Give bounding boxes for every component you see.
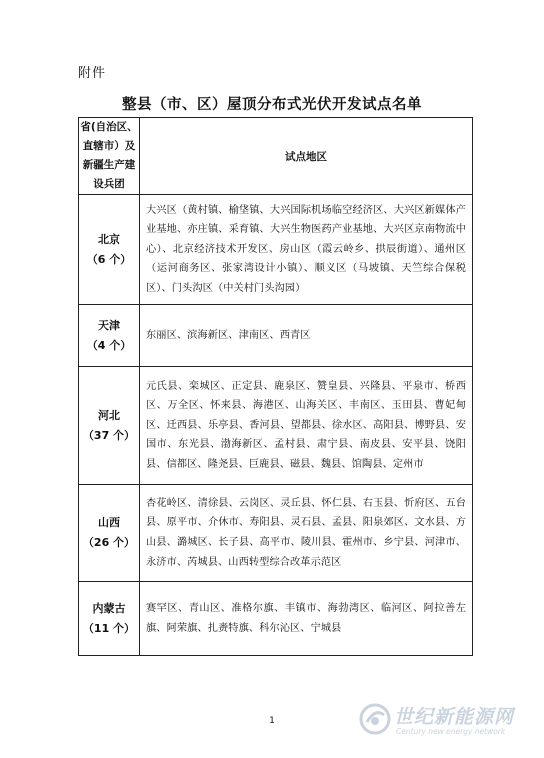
pilot-count: （4 个） <box>86 338 132 352</box>
pilot-list-table <box>78 117 473 656</box>
province-cell <box>79 367 140 485</box>
province-name: 河北 <box>98 408 120 422</box>
province-cell <box>79 305 140 367</box>
pilot-areas: 元氏县、栾城区、正定县、鹿泉区、赞皇县、兴隆县、平泉市、桥西区、万全区、怀来县、海港区、山海关区、丰南区、玉田县、曹妃甸区、迁西县、乐亭县、香河县、望都县、徐水区、高阳县、博野县、安国市、东光县、渤海新区、孟村县、肃宁县、南皮县、安平县、饶阳县、信都区、隆尧县、巨鹿县、磁县、魏县、馆陶县、定州市 <box>140 367 473 485</box>
province-cell <box>79 195 140 305</box>
watermark <box>354 700 534 750</box>
province-name: 北京 <box>98 232 120 246</box>
pilot-count: （37 个） <box>82 428 136 442</box>
pilot-count: （6 个） <box>86 252 132 266</box>
pilot-count: （26 个） <box>82 536 136 549</box>
pilot-areas: 赛罕区、青山区、准格尔旗、丰镇市、海勃湾区、临河区、阿拉善左旗、阿荣旗、扎赉特旗、科尔沁区、宁城县 <box>140 582 473 656</box>
pilot-count: （11 个） <box>82 621 136 635</box>
watermark-logo-icon <box>358 702 392 736</box>
document-title: 整县（市、区）屋顶分布式光伏开发试点名单 <box>122 97 422 113</box>
table-header-row <box>79 118 473 195</box>
province-name: 天津 <box>98 318 120 332</box>
table-row <box>79 195 473 305</box>
province-name: 山西 <box>98 516 120 529</box>
province-name: 内蒙古 <box>92 601 126 615</box>
watermark-name: 世纪新能源网 <box>394 706 515 728</box>
pilot-areas: 东丽区、滨海新区、津南区、西青区 <box>140 305 473 367</box>
province-cell <box>79 582 140 656</box>
annex-label: 附件 <box>78 66 107 81</box>
table-row <box>79 485 473 582</box>
province-column-header: 省(自治区、直辖市）及新疆生产建设兵团 <box>79 118 140 195</box>
watermark-subtitle: Century new energy network <box>396 727 506 736</box>
table-row <box>79 305 473 367</box>
table-row <box>79 367 473 485</box>
pilot-areas: 杏花岭区、清徐县、云岗区、灵丘县、怀仁县、右玉县、忻府区、五台县、原平市、介休市、寿阳县、灵石县、孟县、阳泉郊区、文水县、方山县、潞城区、长子县、高平市、陵川县、霍州市、乡宁县、河津市、永济市、芮城县、山西转型综合改革示范区 <box>140 485 473 582</box>
page-number: 1 <box>269 716 275 726</box>
province-cell <box>79 485 140 582</box>
areas-column-header: 试点地区 <box>140 118 473 195</box>
table-row <box>79 582 473 656</box>
pilot-areas: 大兴区（黄村镇、榆垡镇、大兴国际机场临空经济区、大兴区新媒体产业基地、亦庄镇、采育镇、大兴生物医药产业基地、大兴区京南物流中心）、北京经济技术开发区、房山区（霞云岭乡、拱辰街道）、通州区（运河商务区、张家湾设计小镇）、顺义区（马坡镇、天竺综合保税区）、门头沟区（中关村门头沟园） <box>140 195 473 305</box>
